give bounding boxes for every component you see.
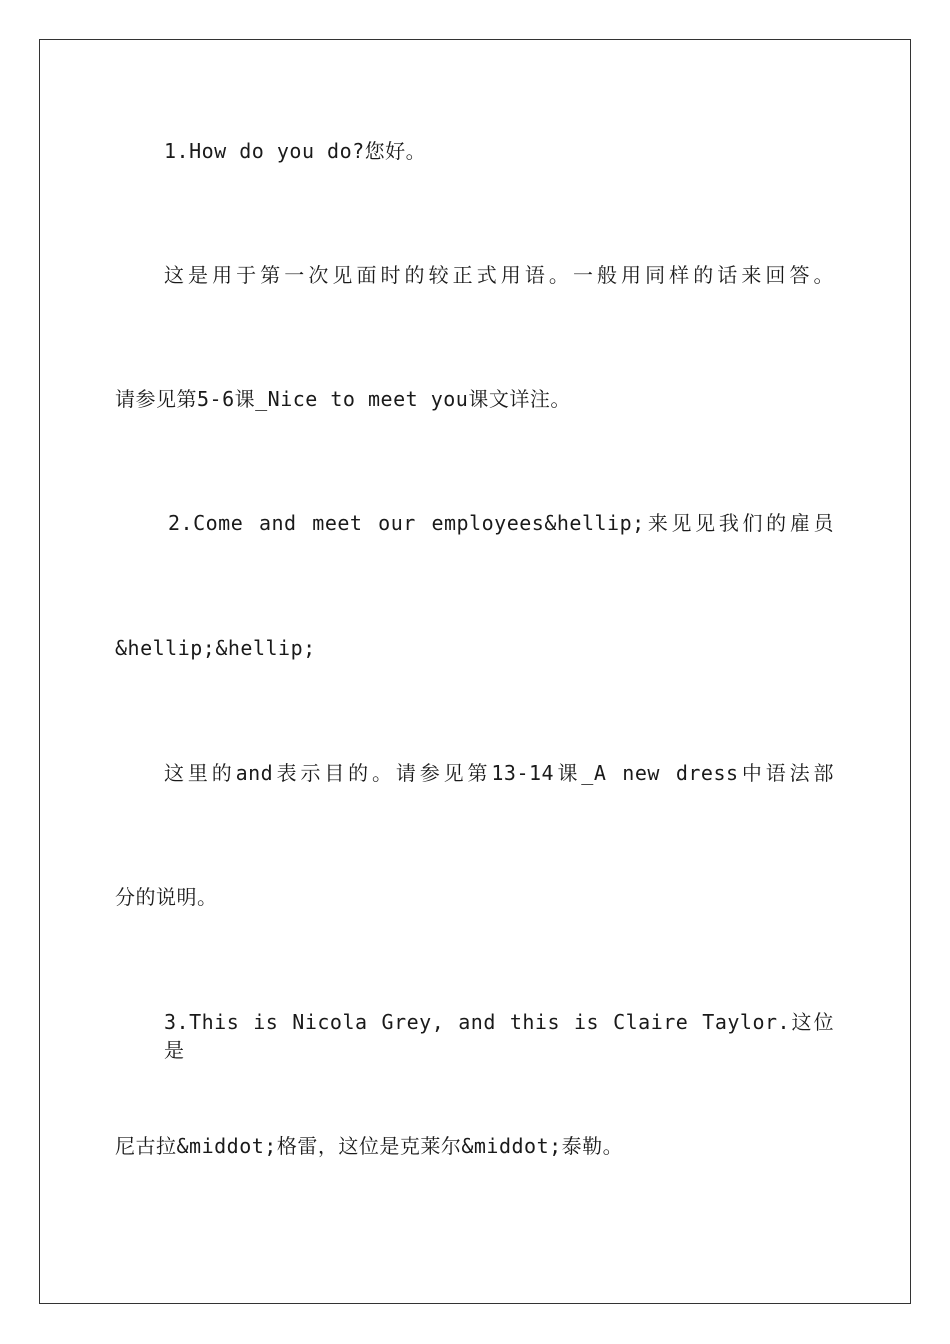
paragraph-line-3: 请参见第5-6课_Nice to meet you课文详注。 xyxy=(115,387,571,411)
paragraph-line-8: 3.This is Nicola Grey, and this is Claire Taylor.这位是 xyxy=(164,1010,834,1062)
paragraph-line-2: 这是用于第一次见面时的较正式用语。一般用同样的话来回答。 xyxy=(164,263,834,287)
paragraph-line-4: 2.Come and meet our employees&hellip;来见见我们的雇员 xyxy=(168,511,834,535)
paragraph-line-1: 1.How do you do?您好。 xyxy=(164,139,427,163)
paragraph-line-5: &hellip;&hellip; xyxy=(115,636,316,660)
page-border xyxy=(39,39,911,1304)
paragraph-line-7: 分的说明。 xyxy=(115,885,218,909)
paragraph-line-9: 尼古拉&middot;格雷，这位是克莱尔&middot;泰勒。 xyxy=(115,1134,624,1158)
paragraph-line-6: 这里的and表示目的。请参见第13-14课_A new dress中语法部 xyxy=(164,761,834,785)
